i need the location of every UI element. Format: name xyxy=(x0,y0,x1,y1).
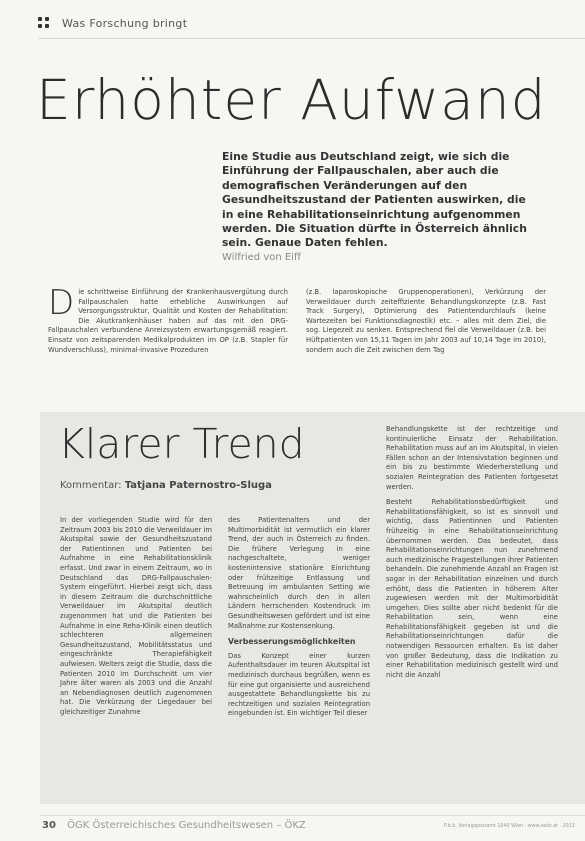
footer xyxy=(42,820,306,831)
commentary-title: Klarer Trend xyxy=(58,420,305,468)
article-title: Erhöhter Aufwand xyxy=(36,68,547,132)
four-dots-icon xyxy=(38,17,50,29)
commentary-column-3-text: Behandlungskette ist der rechtzeitige und kontinuierliche Einsatz der Rehabilitation. Rehabilitation muss auf an im Akutspital, in vielen Fällen schon an der Intensivstation beginnen und ein bis zu bestimmte Wiederherstellung und sozialen Reintegration des Patienten fortgesetzt werden. xyxy=(386,425,558,491)
article-column-1-text: ie schrittweise Einführung der Krankenhausvergütung durch Fallpauschalen hatte erhebliche Auswirkungen auf Versorgungsstruktur, Qualität und Kosten der Rehabilitation: Die Akutkrankenhäuser haben auf das mit den DRG-Fallpauschalen verbundene Anreizsystem erwartungsgemäß reagiert. Einsatz von zeitsparenden Medikalprodukten im OP (z.B. Stapler für Wundverschluss), minimal-invasive Prozeduren xyxy=(48,288,288,354)
commentary-subhead: Verbesserungsmöglichkeiten xyxy=(228,637,356,647)
commentary-column-1: In der vorliegenden Studie wird für den Zeitraum 2003 bis 2010 die Verweildauer im Akutspital sowie der Gesundheitszustand der Patientinnen und Patienten bei Aufnahme in eine Rehabilitationsklinik erfasst. Und zwar in einem Zeitraum, wo in Deutschland das DRG-Fallpauschalen-System eingeführt. Hierbei zeigt sich, dass in diesem Zeitraum die durchschnittliche Verweildauer im Akutspital deutlich zugenommen hat und die Patienten bei Aufnahme in eine Reha-Klinik einen deutlich schlechteren allgemeinen Gesundheitszustand, Mobilitätsstatus und eingeschränkte Therapiefähigkeit aufwiesen. Weiters zeigt die Studie, dass die Patienten 2010 im Durchschnitt um vier Jahre älter waren als 2003 und die Anzahl an Nebendiagnosen deutlich zugenommen hat. Die Verkürzung der Liegedauer bei gleichzeitiger Zunahme xyxy=(60,516,212,716)
section-header xyxy=(38,14,187,32)
top-divider xyxy=(38,38,585,39)
article-author: Wilfried von Eiff xyxy=(222,252,301,263)
commentary-column-3 xyxy=(386,425,558,680)
article-column-1 xyxy=(48,283,288,355)
byline-name: Tatjana Paternostro-Sluga xyxy=(124,480,272,491)
commentary-column-2-text-b: Das Konzept einer kurzen Aufenthaltsdauer im teuren Akutspital ist medizinisch durchaus begrüßen, wenn es für eine gut organisierte und ausreichend ausgestattete Behandlungskette bis zu rechtzeitigen und sozialen Reintegration eingebunden ist. Ein wichtiger Teil dieser xyxy=(228,651,370,718)
commentary-column-3-text-b: Besteht Rehabilitationsbedürftigkeit und Rehabilitationsfähigkeit, so ist es sinnvoll und wichtig, dass Patientinnen und Patienten frühzeitig in eine Rehabilitationseinrichtung übernommen werden. Das bedeutet, dass Rehabilitationseinrichtungen nun zunehmend auch medizinische Fragestellungen ihrer Patienten behandeln. Die zunehmende Anzahl an Fragen ist sogar in der Rehabilitation einzelnen und durch erhöht, dass die Patienten in höherem Alter zugewiesen werden mit der Multimorbidität umgehen. Dies sollte aber nicht bedenkt für die Rehabilitation sein, wenn eine Rehabilitationsfähigkeit gegeben ist und die Rehabilitationseinrichtungen dafür die notwendigen Ressourcen erhalten. Es ist daher von großer Bedeutung, dass die Indikation zu einer Rehabilitation medizinisch gestellt wird und nicht die Anzahl xyxy=(386,498,559,679)
byline-label: Kommentar: xyxy=(60,480,122,491)
drop-cap: D xyxy=(48,283,75,323)
article-lead: Eine Studie aus Deutschland zeigt, wie sich die Einführung der Fallpauschalen, aber auch die demografischen Veränderungen auf den Gesundheitszustand der Patienten auswirken, die in eine Rehabilitationseinrichtung aufgenommen werden. Die Situation dürfte in Österreich ähnlich sein. Genaue Daten fehlen. xyxy=(222,150,527,250)
commentary-column-2 xyxy=(228,516,370,719)
section-label: Was Forschung bringt xyxy=(62,16,188,30)
footer-right-text: P.b.b. Verlagspostamt 1040 Wien · www.oekz.at · 2013 xyxy=(444,824,575,829)
article-column-2: (z.B. laparoskopische Gruppenoperationen), Verkürzung der Verweildauer durch zeiteffiziente Behandlungskonzepte (z.B. Fast Track Surgery), Optimierung des Patientendurchlaufs (keine Wartezeiten bei Funktionsdiagnostik) etc. – alles mit dem Ziel, die sog. Liegezeit zu senken. Entsprechend fiel die Verweildauer (z.B. bei Hüftpatienten von 15,11 Tagen im Jahr 2003 auf 10,14 Tage im 2010), sondern auch die Zeit zwischen dem Tag xyxy=(306,288,546,354)
page-number: 30 xyxy=(42,820,56,831)
footer-divider xyxy=(40,815,585,816)
commentary-byline xyxy=(60,480,272,491)
publication-name: ÖGK Österreichisches Gesundheitswesen – ÖKZ xyxy=(67,820,306,831)
commentary-column-2-text: des Patientenalters und der Multimorbidität ist vermutlich ein klarer Trend, der auch in Österreich zu finden. Die frühere Verlegung in eine nachgeschaltete, weniger kostenintensive stationäre Einrichtung oder frühzeitige Entlassung und Betreuung im ambulanten Setting wie wahrscheinlich durch den in allen Ländern herrschenden Kostendruck im Gesundheitswesen gefördert und ist eine Maßnahme zur Kostensenkung. xyxy=(228,516,370,630)
